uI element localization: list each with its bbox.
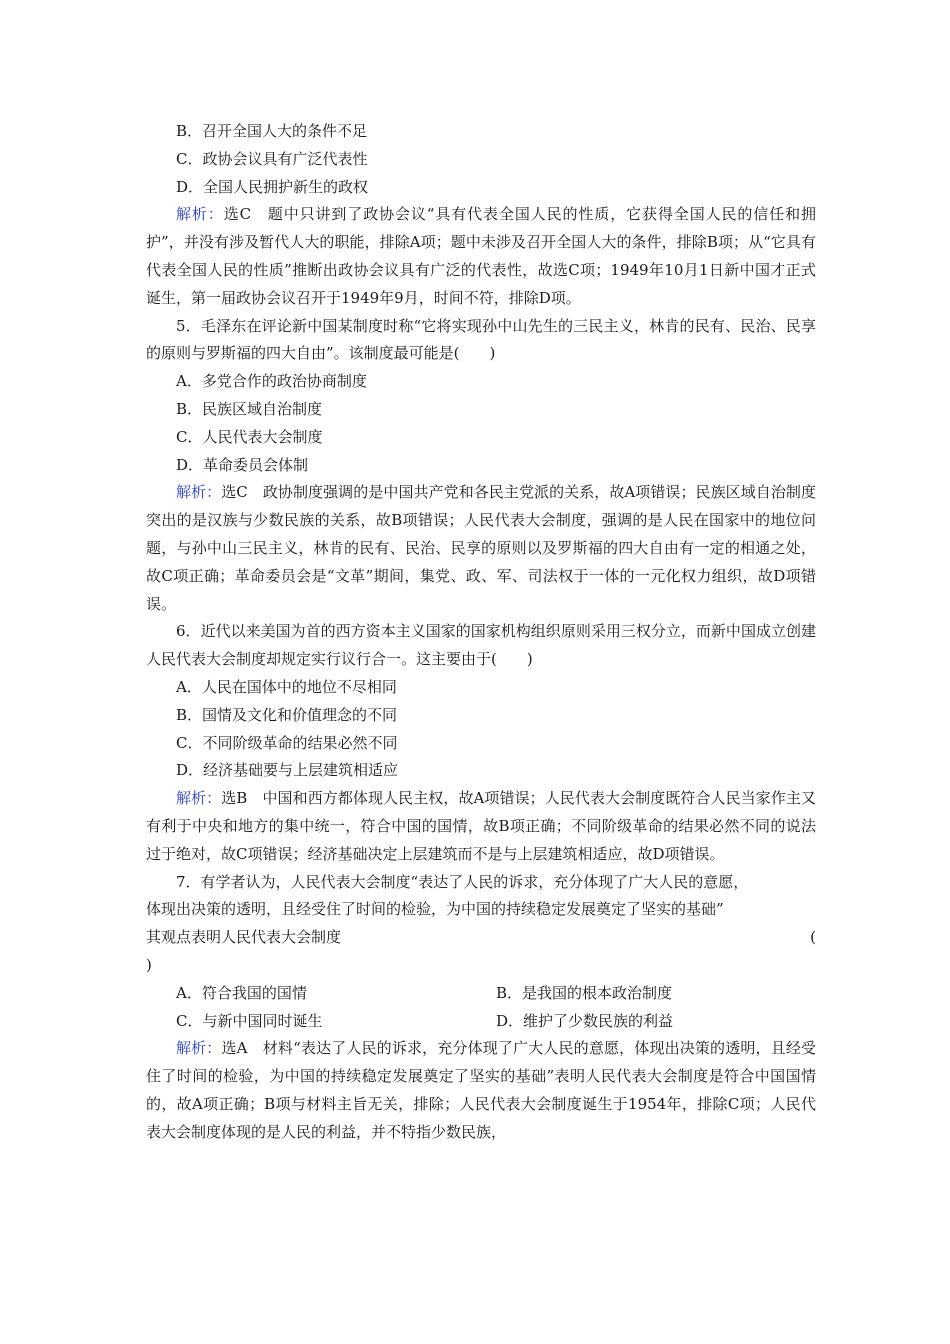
q4-analysis [146,201,816,312]
q7-analysis-text: 选A 材料“表达了人民的诉求，充分体现了广大人民的意愿，体现出决策的透明，且经受住了时间的检验，为中国的持续稳定发展奠定了坚实的基础”表明人民代表大会制度是符合中国国情的，故A项正确；B项与材料主旨无关，排除；人民代表大会制度诞生于1954年，排除C项；人民代表大会制度体现的是人民的利益，并不特指少数民族， [146,1039,816,1141]
q4-option-d: D．全国人民拥护新生的政权 [176,177,369,196]
q7-option-b: B．是我国的根本政治制度 [496,983,673,1002]
q5-option-c: C．人民代表大会制度 [176,427,323,446]
q7-paren-close: ) [146,955,152,974]
q6-analysis-label: 解析： [176,789,222,808]
q5-option-a: A．多党合作的政治协商制度 [176,372,367,391]
q7-options-row-2 [146,1008,816,1036]
q7-options-row-1 [146,980,816,1008]
q7-option-d: D．维护了少数民族的利益 [496,1011,674,1030]
q5-analysis-text: 选C 政协制度强调的是中国共产党和各民主党派的关系，故A项错误；民族区域自治制度突出的是汉族与少数民族的关系，故B项错误；人民代表大会制度，强调的是人民在国家中的地位问题，与孙中山三民主义，林肯的民有、民治、民享的原则以及罗斯福的四大自由有一定的相通之处，故C项正确；革命委员会是“文革”期间，集党、政、军、司法权于一体的一元化权力组织，故D项错误。 [146,483,816,613]
q7-option-a: A．符合我国的国情 [176,983,307,1002]
q6-option-b: B．国情及文化和价值理念的不同 [176,705,398,724]
q6-stem: 6．近代以来美国为首的西方资本主义国家的国家机构组织原则采用三权分立，而新中国成立创建人民代表大会制度却规定实行议行合一。这主要由于( ) [146,622,816,669]
q4-analysis-label: 解析： [176,205,224,224]
q6-analysis [146,785,816,868]
q7-analysis [146,1035,816,1146]
q6-analysis-text: 选B 中国和西方都体现人民主权，故A项错误；人民代表大会制度既符合人民当家作主又有利于中央和地方的集中统一，符合中国的国情，故B项正确；不同阶级革命的结果必然不同的说法过于绝对，故C项错误；经济基础决定上层建筑而不是与上层建筑相适应，故D项错误。 [146,789,816,863]
q7-stem-line-1: 7．有学者认为，人民代表大会制度“表达了人民的诉求，充分体现了广大人民的意愿， [176,872,749,891]
document-page [146,118,816,1146]
q7-analysis-label: 解析： [176,1039,222,1058]
q7-stem-line-3 [146,924,816,952]
q6-option-a: A．人民在国体中的地位不尽相同 [176,677,397,696]
q5-analysis-label: 解析： [176,483,222,502]
q5-stem: 5．毛泽东在评论新中国某制度时称“它将实现孙中山先生的三民主义，林肯的民有、民治、民享的原则与罗斯福的四大自由”。该制度最可能是( ) [146,316,816,363]
q6-option-c: C．不同阶级革命的结果必然不同 [176,733,398,752]
q4-option-c: C．政协会议具有广泛代表性 [176,149,368,168]
q7-stem-text: 其观点表明人民代表大会制度 [146,928,342,947]
q7-stem-line-2: 体现出决策的透明，且经受住了时间的检验，为中国的持续稳定发展奠定了坚实的基础” [146,900,724,919]
q5-option-b: B．民族区域自治制度 [176,399,323,418]
q7-paren-open: ( [810,928,816,947]
q4-analysis-text: 选C 题中只讲到了政协会议“具有代表全国人民的性质，它获得全国人民的信任和拥护”，并没有涉及暂代人大的职能，排除A项；题中未涉及召开全国人大的条件，排除B项；从“它具有代表全国人民的性质”推断出政协会议具有广泛的代表性，故选C项；1949年10月1日新中国才正式诞生，第一届政协会议召开于1949年9月，时间不符，排除D项。 [146,205,816,307]
q4-option-b: B．召开全国人大的条件不足 [176,122,368,140]
q5-analysis [146,479,816,618]
q5-option-d: D．革命委员会体制 [176,455,309,474]
q6-option-d: D．经济基础要与上层建筑相适应 [176,761,399,780]
q7-option-c: C．与新中国同时诞生 [176,1011,323,1030]
